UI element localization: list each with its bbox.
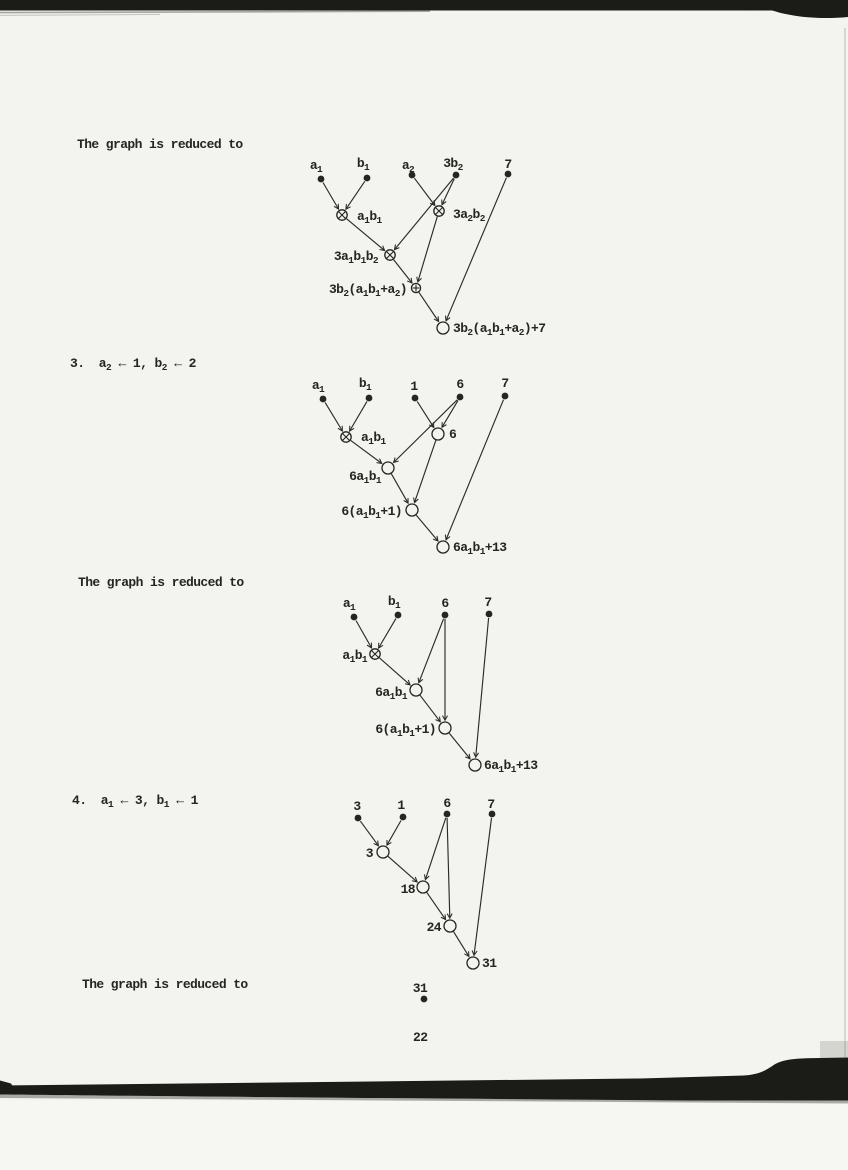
- graph-step3-reduced-label-a1: $a_1$: [342, 596, 356, 614]
- graph-step2-reduced-label-o1: $3b_2(a_1b_1+a_2)+7$: [453, 321, 546, 339]
- graph-step2-reduced-label-b1: $b_1$: [356, 156, 370, 174]
- graph-step2-reduced-label-b3: $3b_2$: [443, 156, 463, 174]
- graph-step4-label-o24: 24: [426, 920, 441, 935]
- graph-step4-label-c1: 1: [397, 798, 405, 813]
- scan-edge-bottom: [0, 1058, 848, 1101]
- graph-step3-label-b1: $b_1$: [358, 376, 372, 394]
- step-4-header: 4. $a_1$ ← 3, $b_1$ ← 1: [72, 793, 198, 810]
- graph-step3-reduced-label-oc: $6a_1b_1$: [375, 685, 407, 703]
- graph-step4-label-o3: 3: [365, 846, 373, 861]
- graph-step3-reduced-label-c7: 7: [484, 595, 492, 610]
- scan-edge-top: [0, 0, 848, 11]
- caption-reduced-3: The graph is reduced to: [82, 977, 248, 992]
- graph-step3-label-oe: $6a_1b_1+13$: [453, 540, 507, 558]
- graph-step3-label-od: $6(a_1b_1+1)$: [341, 504, 402, 522]
- scan-streak-1: [0, 11, 430, 12]
- graph-step4-reduced-label-r31: 31: [412, 981, 428, 996]
- graph-step3-label-c1: 1: [410, 379, 418, 394]
- graph-step2-reduced-label-a2: $a_2$: [401, 158, 415, 176]
- graph-step2-reduced-label-m1: $a_1b_1$: [357, 209, 382, 227]
- graph-step3-reduced-label-od: $6(a_1b_1+1)$: [375, 722, 436, 740]
- caption-reduced-1: The graph is reduced to: [77, 137, 243, 152]
- graph-step4-label-o31: 31: [482, 956, 497, 971]
- graph-step4-label-o18: 18: [400, 882, 415, 897]
- scan-streak-2: [0, 14, 160, 15]
- graph-step3-label-c7: 7: [501, 376, 509, 391]
- graph-step2-reduced-label-n7: 7: [504, 157, 512, 172]
- graph-step3-label-a1: $a_1$: [311, 378, 325, 396]
- graph-step2-reduced-label-a1: $a_1$: [309, 158, 323, 176]
- graph-step3-label-o6: 6: [449, 427, 457, 442]
- graph-step3-reduced-label-oe: $6a_1b_1+13$: [484, 758, 538, 776]
- graph-step2-reduced-label-m2: $3a_2b_2$: [453, 207, 485, 225]
- graph-step3-reduced-label-c6: 6: [441, 596, 449, 611]
- scan-smudge-bottom-right: [820, 1041, 848, 1058]
- scanner-bed-bottom: [0, 1101, 848, 1170]
- step-3-header: 3. $a_2$ ← 1, $b_2$ ← 2: [70, 356, 196, 373]
- caption-reduced-2: The graph is reduced to: [78, 575, 244, 590]
- graph-step3-reduced-label-b1: $b_1$: [387, 594, 401, 612]
- graph-step3-label-c6: 6: [456, 377, 464, 392]
- graph-step3-reduced-label-m1: $a_1b_1$: [342, 648, 367, 666]
- graph-step4-label-c6: 6: [443, 796, 451, 811]
- graph-step2-reduced-label-p1: $3b_2(a_1b_1+a_2)$: [328, 282, 407, 300]
- graph-step3-label-m1: $a_1b_1$: [361, 430, 386, 448]
- graph-step2-reduced-label-m3: $3a_1b_1b_2$: [333, 249, 378, 267]
- graph-step4-label-c7: 7: [487, 797, 495, 812]
- graph-step4-label-c3: 3: [353, 799, 361, 814]
- page-number: 22: [413, 1030, 428, 1045]
- graph-step3-label-oc: $6a_1b_1$: [349, 469, 381, 487]
